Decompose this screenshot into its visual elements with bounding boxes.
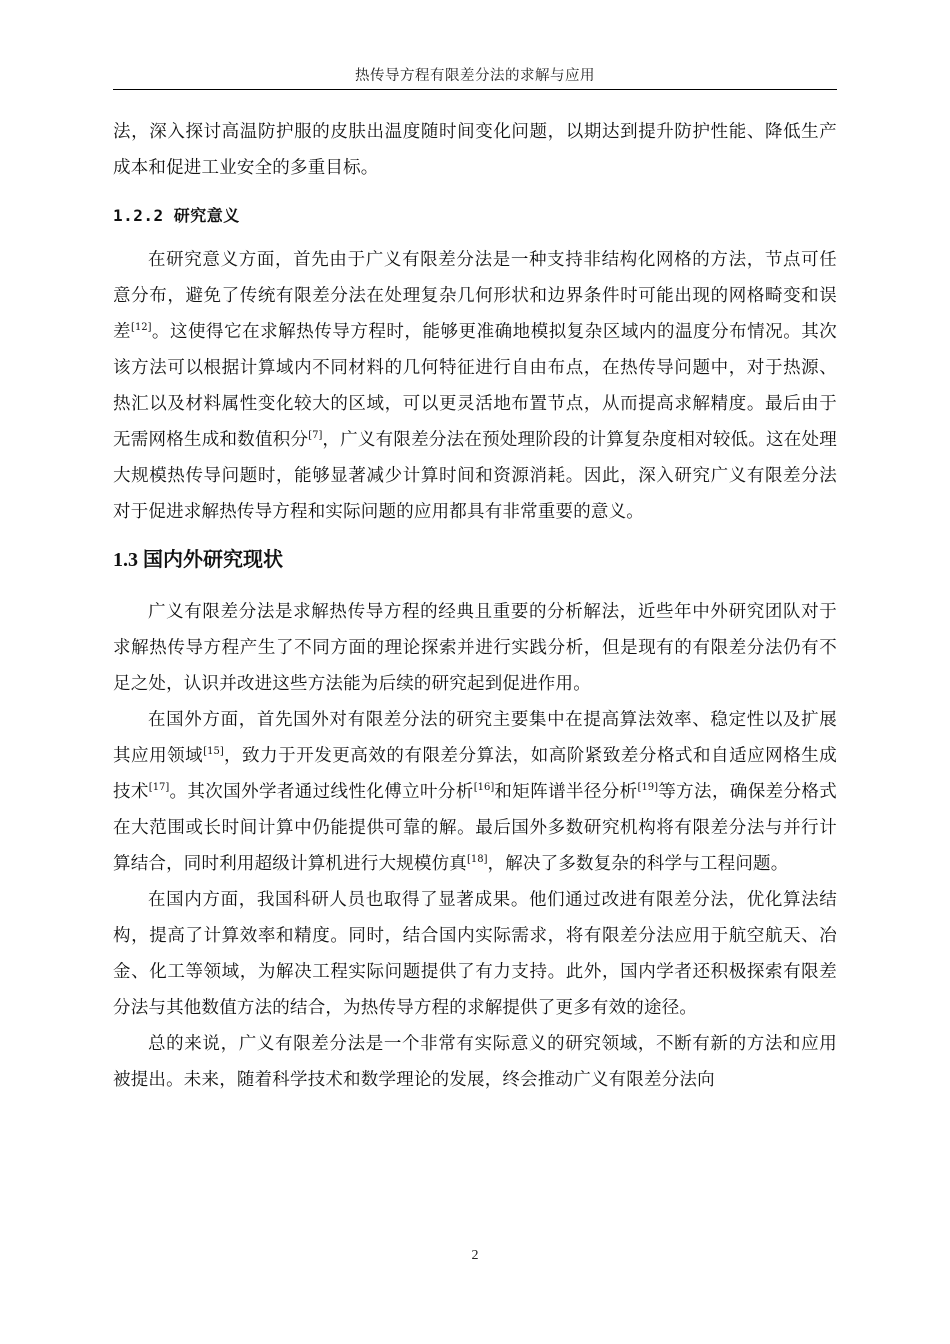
page-number: 2 [471, 1248, 479, 1263]
citation: [19] [637, 782, 659, 794]
citation: [15] [203, 746, 224, 758]
text-run: 在研究意义方面，首先由于广义有限差分法是一种支持非结构化网格的方法，节点可任意分布，避免了传统有限差分法在处理复杂几何形状和边界条件时可能出现的网格畸变和误差 [113, 250, 837, 342]
section-heading-1-2-2: 1.2.2 研究意义 [113, 206, 240, 225]
citation: [18] [467, 854, 488, 866]
paragraph-status-intro: 广义有限差分法是求解热传导方程的经典且重要的分析解法，近些年中外研究团队对于求解热传导方程产生了不同方面的理论探索并进行实践分析，但是现有的有限差分法仍有不足之处，认识并改进这些方法能为后续的研究起到促进作用。 [113, 602, 837, 694]
running-header: 热传导方程有限差分法的求解与应用 [355, 68, 595, 84]
text-run: 和矩阵谱半径分析 [494, 782, 638, 802]
paragraph-continued: 法，深入探讨高温防护服的皮肤出温度随时间变化问题，以期达到提升防护性能、降低生产成本和促进工业安全的多重目标。 [113, 122, 837, 178]
citation: [7] [308, 430, 323, 442]
header-rule [113, 89, 837, 90]
text-run: 。其次国外学者通过线性化傅立叶分析 [169, 782, 474, 802]
text-run: 。这使得它在求解热传导方程时，能够更准确地模拟复杂区域内的温度分布情况。其次该方法可以根据计算域内不同材料的几何特征进行自由布点，在热传导问题中，对于热源、热汇以及材料属性变化较大的区域，可以更灵活地布置节点，从而提高求解精度。最后由于无需网格生成和数值积分 [113, 322, 837, 450]
text-run: ，解决了多数复杂的科学与工程问题。 [487, 854, 789, 874]
citation: [16] [473, 782, 495, 794]
section-heading-1-3: 1.3 国内外研究现状 [113, 549, 283, 571]
citation: [12] [131, 322, 152, 334]
text-run: 在国外方面，首先国外对有限差分法的研究主要集中在提高算法效率、稳定性以及扩展其应用领域 [113, 710, 837, 766]
text-run: ，广义有限差分法在预处理阶段的计算复杂度相对较低。这在处理大规模热传导问题时，能够显著减少计算时间和资源消耗。因此，深入研究广义有限差分法对于促进求解热传导方程和实际问题的应用都具有非常重要的意义。 [113, 430, 837, 522]
paragraph-foreign-research [113, 702, 837, 882]
paragraph-significance [113, 242, 837, 530]
text-run: ，致力于开发更高效的有限差分算法，如高阶紧致差分格式和自适应网格生成技术 [113, 746, 837, 802]
paragraph-summary: 总的来说，广义有限差分法是一个非常有实际意义的研究领域，不断有新的方法和应用被提出。未来，随着科学技术和数学理论的发展，终会推动广义有限差分法向 [113, 1034, 837, 1090]
citation: [17] [148, 782, 170, 794]
paragraph-domestic-research: 在国内方面，我国科研人员也取得了显著成果。他们通过改进有限差分法，优化算法结构，提高了计算效率和精度。同时，结合国内实际需求，将有限差分法应用于航空航天、冶金、化工等领域，为解决工程实际问题提供了有力支持。此外，国内学者还积极探索有限差分法与其他数值方法的结合，为热传导方程的求解提供了更多有效的途径。 [113, 890, 837, 1018]
text-run: 等方法，确保差分格式在大范围或长时间计算中仍能提供可靠的解。最后国外多数研究机构将有限差分法与并行计算结合，同时利用超级计算机进行大规模仿真 [113, 782, 837, 874]
page-body [113, 114, 837, 1098]
